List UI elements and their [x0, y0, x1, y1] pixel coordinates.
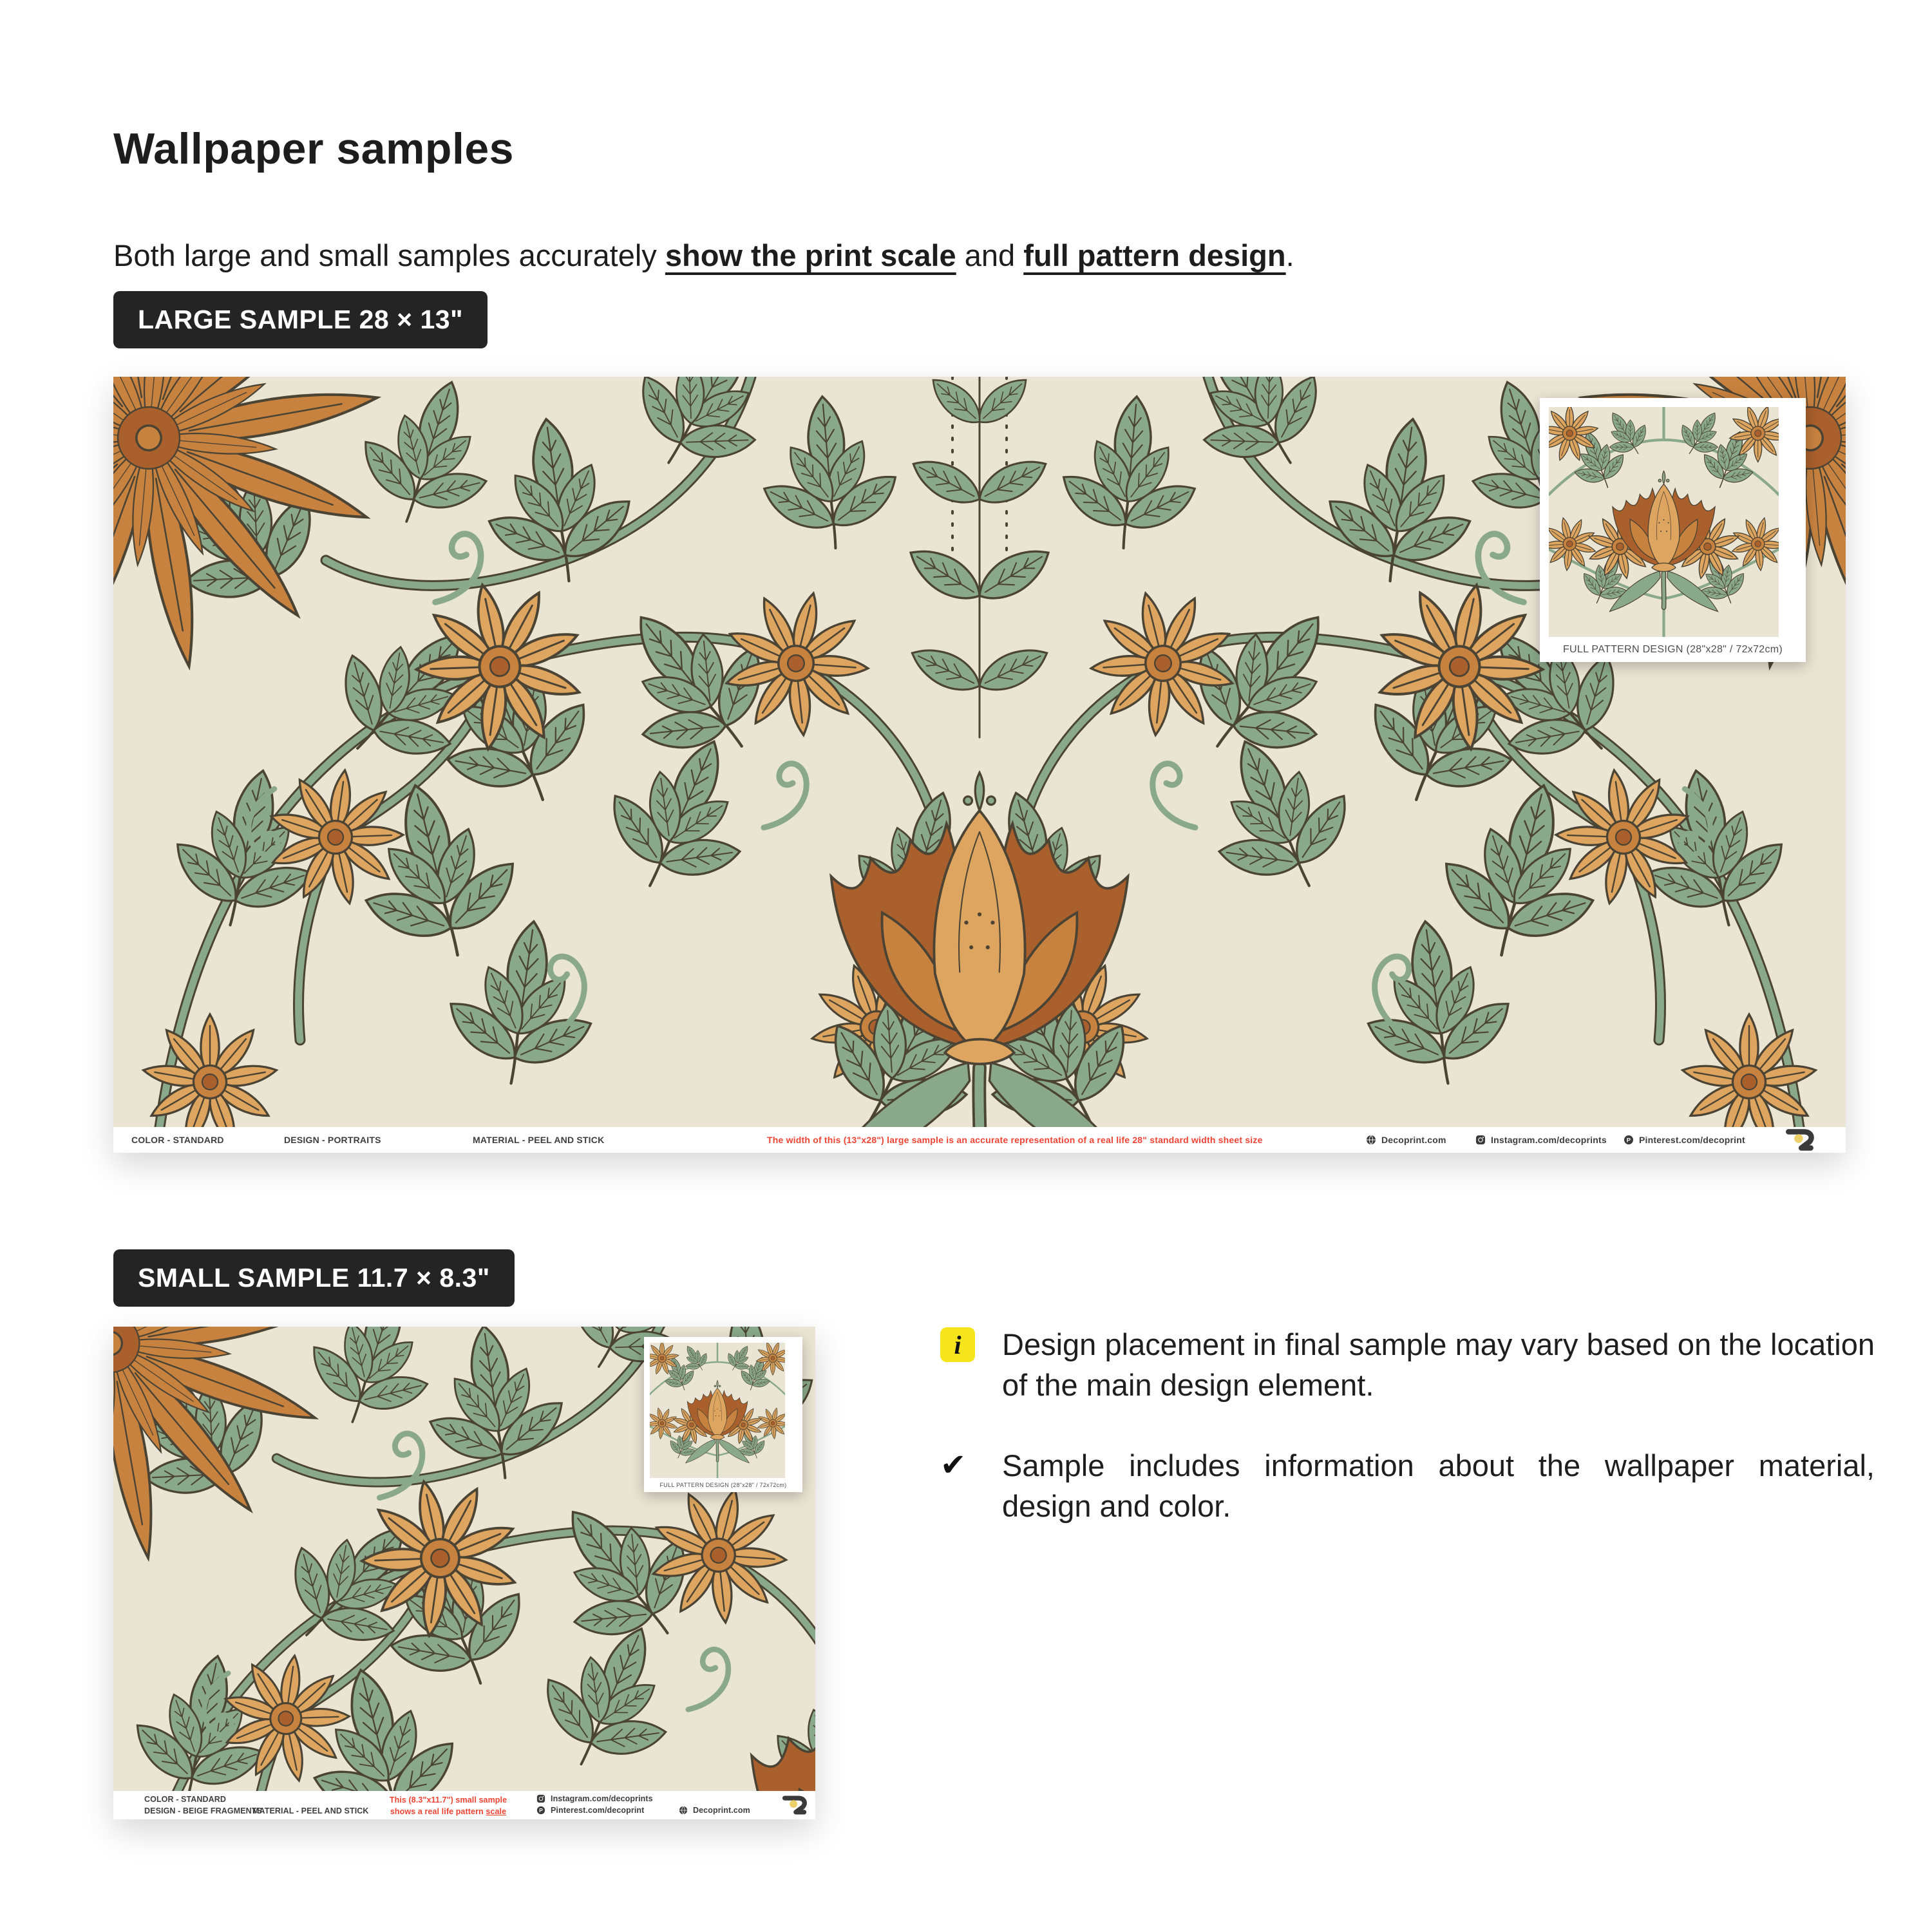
instagram-item [536, 1794, 653, 1803]
material-label: MATERIAL - PEEL AND STICK [252, 1806, 369, 1815]
note-line2: shows a real life pattern [390, 1807, 486, 1816]
brand-logo-icon [1785, 1128, 1815, 1151]
subtitle-middle: and [956, 238, 1024, 272]
instagram-label: Instagram.com/decoprints [551, 1794, 653, 1803]
large-sample-info-strip [113, 1127, 1846, 1153]
large-sample-badge: LARGE SAMPLE 28 × 13" [113, 291, 488, 348]
website-label: Decoprint.com [1381, 1135, 1446, 1145]
full-pattern-thumbnail [1549, 407, 1779, 637]
full-pattern-thumbnail-small [650, 1343, 785, 1478]
note-text: Design placement in final sample may vary based on the location of the main design element. [1002, 1327, 1875, 1402]
pinterest-item [536, 1806, 644, 1815]
full-pattern-inset-large [1540, 398, 1806, 662]
globe-icon [1366, 1135, 1376, 1145]
full-pattern-inset-small [644, 1337, 802, 1492]
pinterest-icon [536, 1806, 545, 1815]
subtitle-print-scale: show the print scale [665, 238, 956, 272]
subtitle-pattern-design: full pattern design [1023, 238, 1286, 272]
material-label: MATERIAL - PEEL AND STICK [473, 1135, 605, 1145]
instagram-icon [1475, 1135, 1486, 1145]
subtitle-prefix: Both large and small samples accurately [113, 238, 665, 272]
website-item [679, 1806, 750, 1815]
small-sample-image [113, 1327, 815, 1819]
instagram-label: Instagram.com/decoprints [1491, 1135, 1607, 1145]
small-sample-badge: SMALL SAMPLE 11.7 × 8.3" [113, 1249, 515, 1307]
design-label: DESIGN - BEIGE FRAGMENTS [144, 1806, 262, 1815]
instagram-icon [536, 1794, 545, 1803]
page-subtitle [113, 238, 1294, 273]
pinterest-item [1624, 1135, 1745, 1145]
info-icon: i [940, 1327, 975, 1362]
inset-caption-large: FULL PATTERN DESIGN (28"x28" / 72x72cm) [1562, 644, 1783, 655]
color-label: COLOR - STANDARD [131, 1135, 224, 1145]
note-line2-underlined: scale [486, 1807, 507, 1816]
inset-caption-small: FULL PATTERN DESIGN (28"x28" / 72x72cm) [659, 1482, 787, 1488]
large-sample-note: The width of this (13"x28") large sample is an accurate representation of a real life 28" standard width sheet size [767, 1135, 1263, 1145]
website-label: Decoprint.com [693, 1806, 750, 1815]
small-sample-note [370, 1794, 527, 1817]
page-title: Wallpaper samples [113, 124, 514, 173]
subtitle-suffix: . [1285, 238, 1294, 272]
notes-column [940, 1324, 1880, 1566]
note-line1: This (8.3"x11.7") small sample [389, 1795, 507, 1804]
brand-logo [782, 1795, 808, 1815]
pinterest-label: Pinterest.com/decoprint [551, 1806, 645, 1815]
small-sample-info-strip [113, 1791, 815, 1819]
design-label: DESIGN - PORTRAITS [284, 1135, 381, 1145]
brand-logo-icon [782, 1795, 808, 1815]
website-item [1366, 1135, 1446, 1145]
note-design-placement [940, 1324, 1875, 1405]
pinterest-label: Pinterest.com/decoprint [1639, 1135, 1745, 1145]
instagram-item [1475, 1135, 1607, 1145]
pinterest-icon [1624, 1135, 1634, 1145]
note-sample-info [940, 1445, 1875, 1526]
globe-icon [679, 1806, 688, 1815]
large-sample-image [113, 377, 1846, 1153]
note-text: Sample includes information about the wallpaper material, design and color. [1002, 1448, 1875, 1523]
brand-logo [1785, 1128, 1815, 1151]
color-label: COLOR - STANDARD [144, 1795, 227, 1804]
check-icon: ✔ [940, 1448, 967, 1482]
